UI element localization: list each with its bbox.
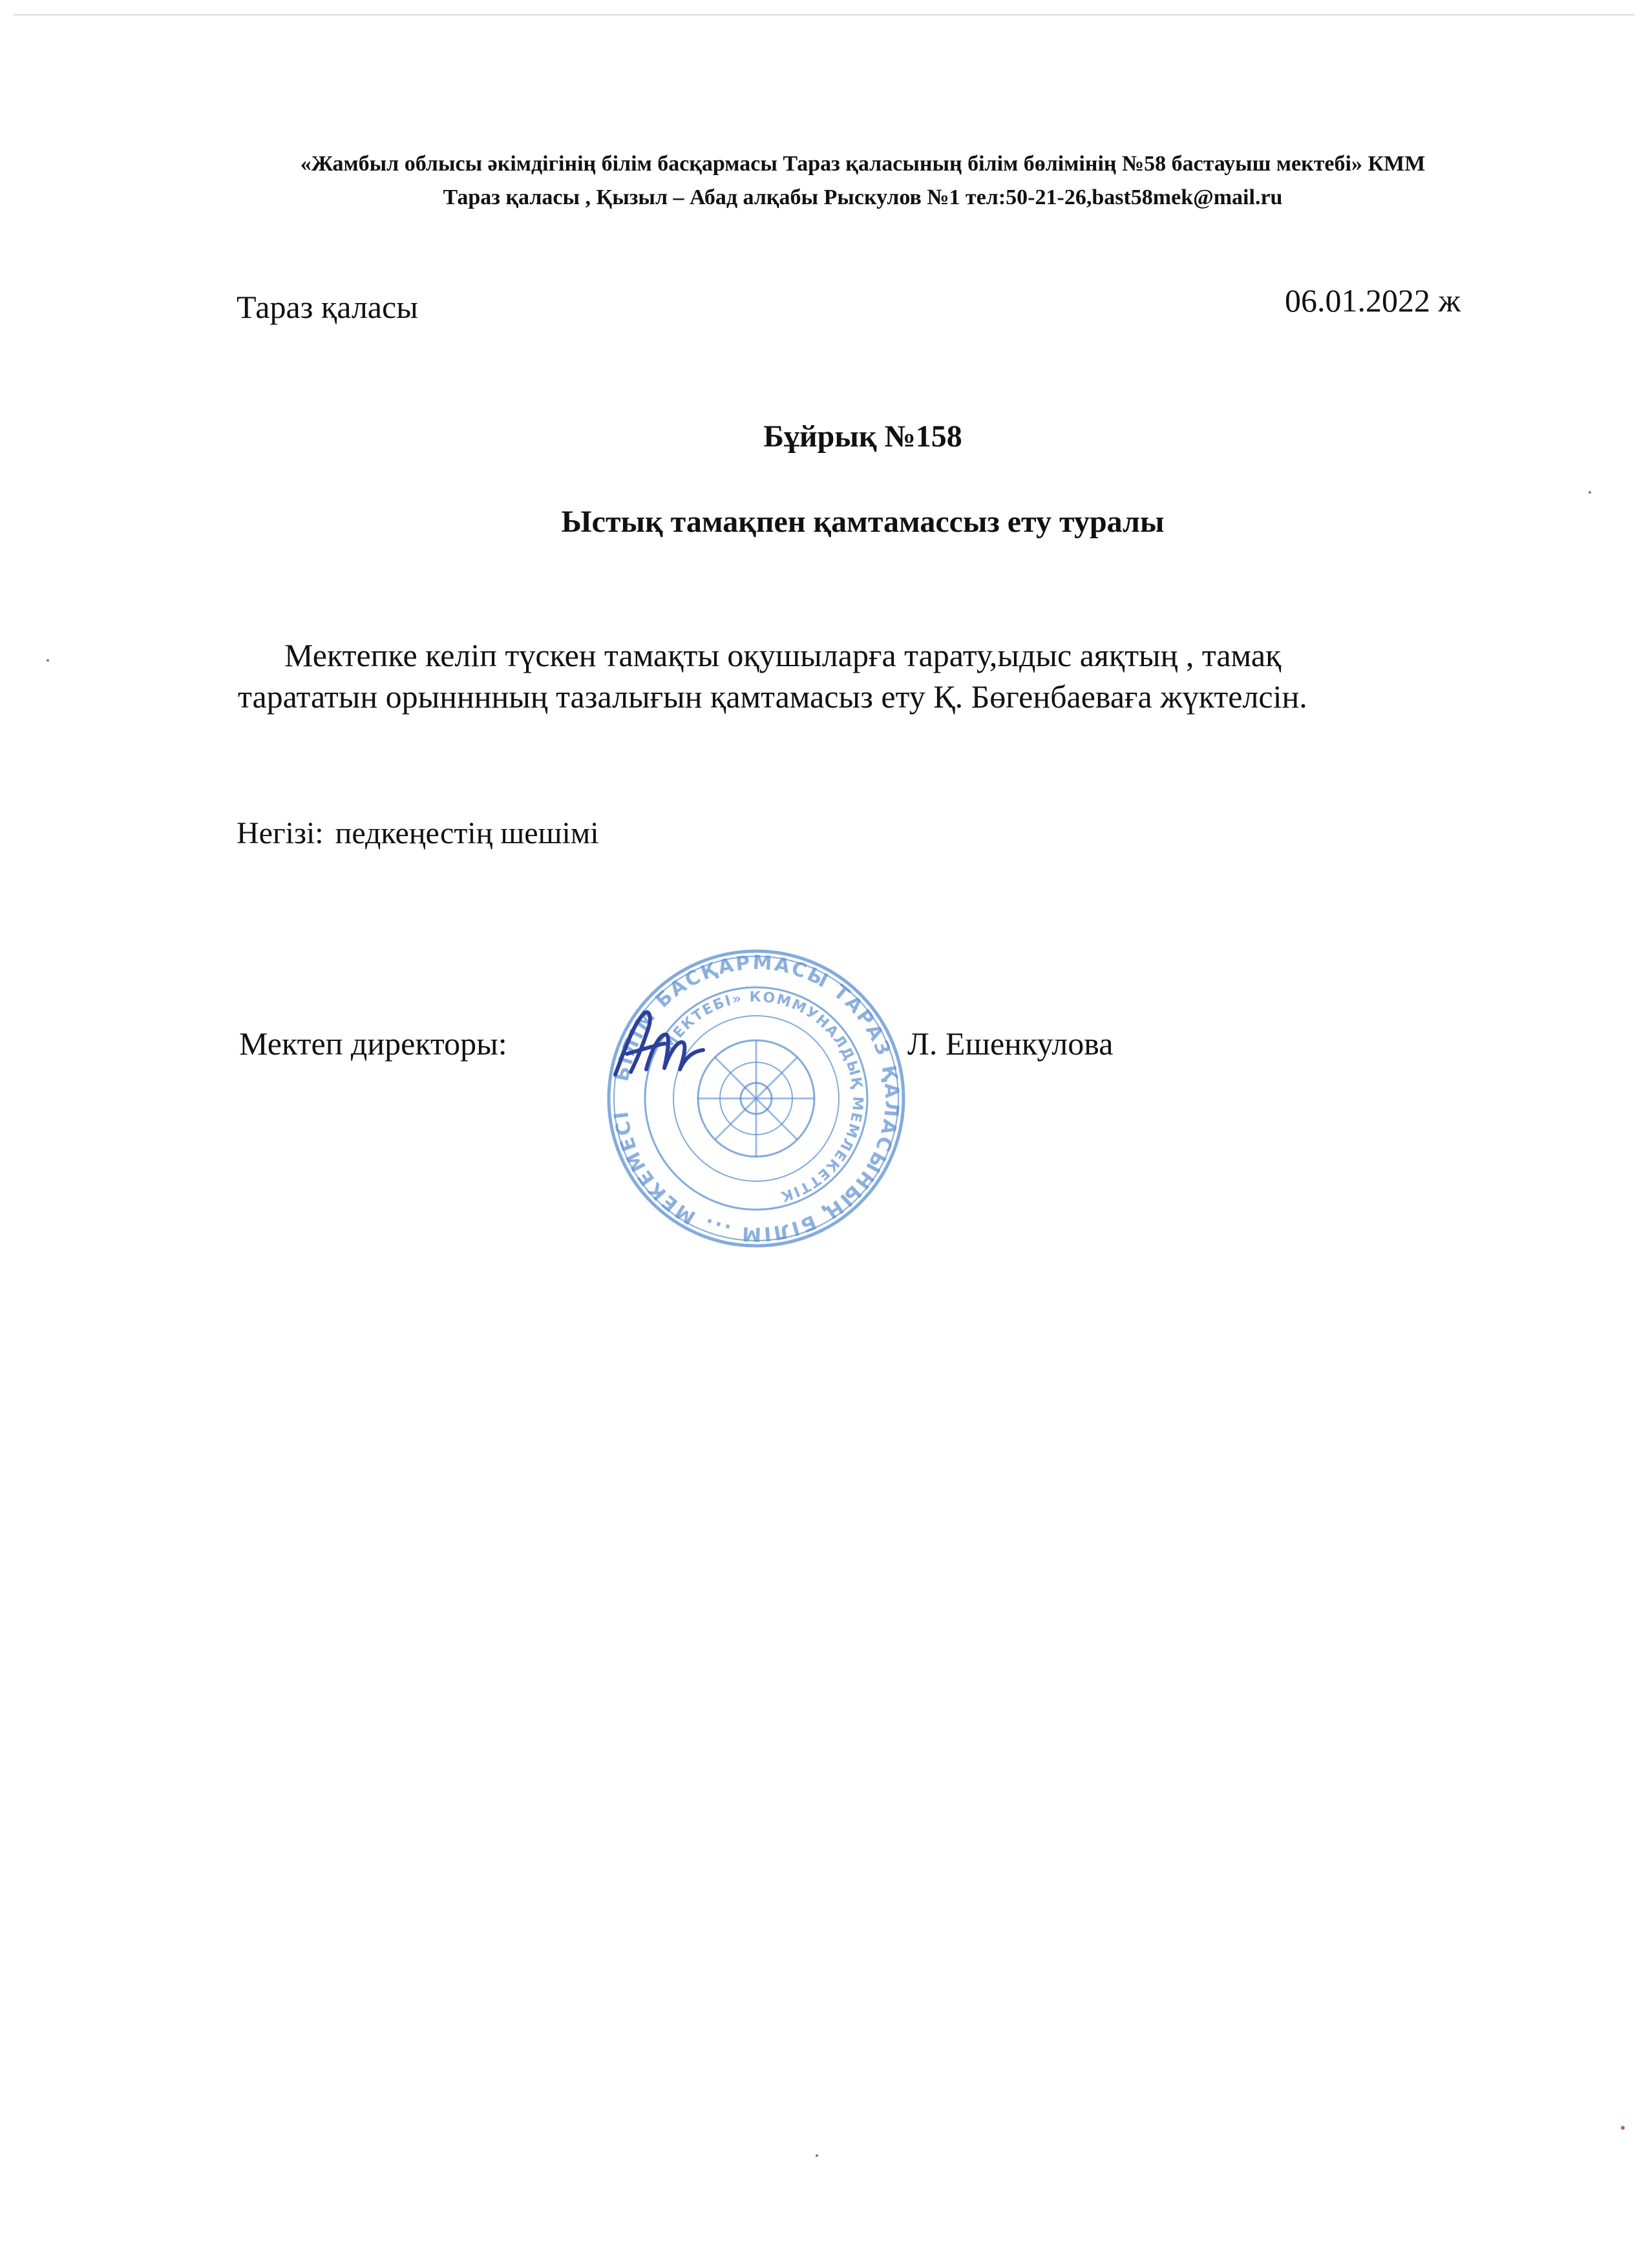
order-body-line: Мектепке келіп түскен тамақты оқушыларға тарату,ыдыс аяқтың , тамақ [284, 637, 1282, 673]
letterhead-organization: «Жамбыл облысы әкімдігінің білім басқармасы Тараз қаласының білім бөлімінің №58 бастауыш мектебі» КММ [300, 152, 1426, 176]
scan-speck [1589, 491, 1591, 494]
letterhead [0, 147, 1648, 215]
scan-speck [47, 659, 49, 662]
document-date: 06.01.2022 ж [1284, 282, 1461, 319]
order-body-line: тарататын орынннның тазалығын қамтамасыз ету Қ. Бөгенбаеваға жүктелсін. [238, 678, 1307, 715]
basis-value: педкеңестің шешімі [335, 816, 599, 850]
stamp-outer-text: БІЛІМ БАСҚАРМАСЫ ТАРАЗ ҚАЛАСЫНЫҢ БІЛІМ ... МЕКЕМЕСІ [609, 951, 903, 1246]
letterhead-address: Тараз қаласы , Қызыл – Абад алқабы Рыскулов №1 тел:50-21-26,bast58mek@mail.ru [443, 185, 1283, 209]
handwritten-signature [607, 1005, 711, 1082]
signer-name: Л. Ешенкулова [907, 1025, 1114, 1062]
page-top-edge [13, 14, 1635, 16]
basis-label: Негізі: [237, 816, 324, 850]
order-basis [237, 815, 611, 851]
order-subject: Ыстық тамақпен қамтамассыз ету туралы [561, 505, 1165, 539]
stamp-inner-text: МЕКТЕБІ» КОММУНАЛДЫҚ МЕМЛЕКЕТТІК [660, 989, 866, 1205]
scan-speck [1621, 2126, 1625, 2130]
scan-speck [816, 2154, 818, 2157]
order-title: Бұйрық №158 [763, 419, 962, 454]
order-body [238, 635, 1479, 717]
official-stamp [604, 943, 908, 1254]
document-city: Тараз қаласы [237, 289, 418, 325]
signer-title: Мектеп директоры: [239, 1025, 507, 1062]
